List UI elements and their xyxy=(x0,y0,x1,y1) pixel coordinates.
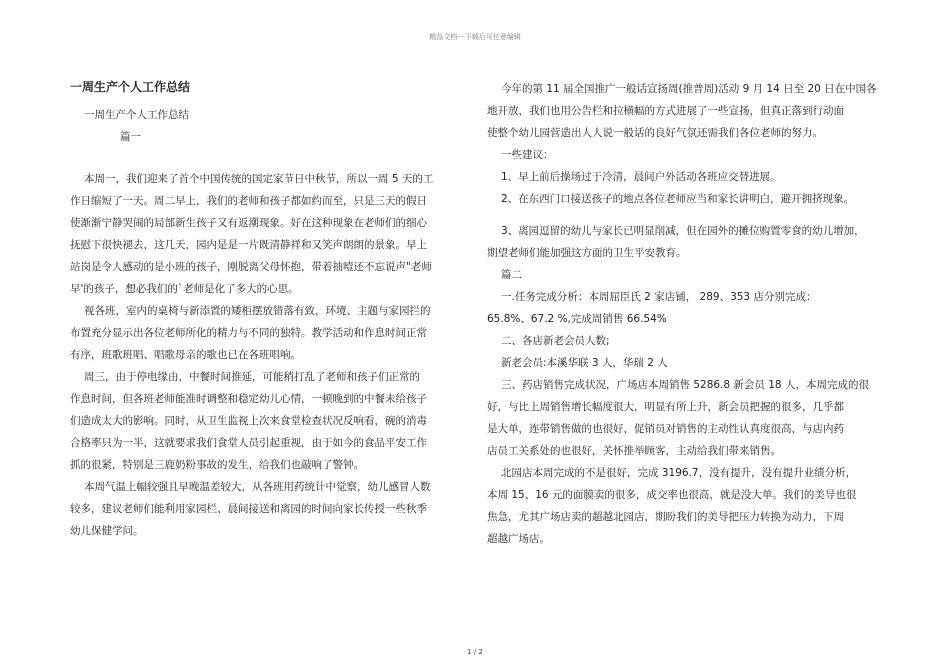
paragraph-line: 使渐渐宁静哭闹的局部新生孩子又有返潮现象。好在这种现象在老师们的细心 xyxy=(70,217,427,229)
paragraph-line: 站岗是令人感动的是小班的孩子，刚脱离父母怀抱，带着抽噎还不忘说声"老师 xyxy=(70,261,432,273)
paragraph-line: 今年的第 11 届全国推广一般话宣扬周(推普周)活动 9 月 14 日至 20 日在中国各 xyxy=(501,83,877,95)
paragraph-line: 超越广场店。 xyxy=(487,533,550,545)
paragraph-line: 作息时间，但各班老师能准时调整和稳定幼儿心情，一顿晚到的中餐未给孩子 xyxy=(70,393,427,405)
paragraph-line: 新老会员:本溪华联 3 人，华瑞 2 人 xyxy=(501,357,668,369)
paragraph-line: 作日缩短了一天。周二早上，我们的老师和孩子都如约而至，只是三天的假日 xyxy=(70,195,427,207)
paragraph-line: 本周一，我们迎来了首个中国传统的国定家节日中秋节，所以一周 5 天的工 xyxy=(84,173,434,185)
page-header: 精品文档---下载后可任意编辑 xyxy=(429,33,521,41)
paragraph-line: 合格率只为一半，这就要求我们食堂人员引起重视，由于如今的食品平安工作 xyxy=(70,437,427,449)
right-column xyxy=(487,78,882,550)
section-heading: 篇二 xyxy=(501,269,522,281)
paragraph-line: 抓的很紧，特别是三鹿奶粉事故的发生，给我们也敲响了警钟。 xyxy=(70,459,364,471)
paragraph-line: 地开放，我们也用公告栏和拉横幅的方式进展了一些宣扬，但真正落到行动面 xyxy=(487,105,844,117)
paragraph-line: 二、各店新老会员人数; xyxy=(501,335,610,347)
list-item: 1、早上前后操场过于冷清，晨间户外活动各班应交替进展。 xyxy=(501,171,781,183)
paragraph-line: 期望老师们能加强这方面的卫生平安教育。 xyxy=(487,247,687,259)
paragraph-line: 布置充分显示出各位老师所化的精力与不同的独特。教学活动和作息时间正常 xyxy=(70,327,427,339)
document-subtitle: 一周生产个人工作总结 xyxy=(84,109,189,121)
paragraph-line: 本周 15、16 元的面膜卖的很多，成交率也很高，就是没大单。我们的美导也很 xyxy=(487,489,857,501)
section-heading: 篇一 xyxy=(120,131,141,143)
paragraph-line: 使整个幼儿园营造出人人说一般话的良好气氛还需我们各位老师的努力。 xyxy=(487,127,823,139)
paragraph-line: 视各班，室内的桌椅与新添置的矮柜摆放错落有致，环境、主题与家园拦的 xyxy=(84,305,431,317)
paragraph-line: 较多，建议老师们能利用家园栏、晨间接送和离园的时间向家长传授一些秋季 xyxy=(70,503,427,515)
paragraph-line: 65.8%、67.2 %,完成周销售 66.54% xyxy=(487,313,667,325)
paragraph-line: 是大单，连带销售做的也很好，促销员对销售的主动性认真度很高，与店内药 xyxy=(487,423,844,435)
paragraph-line: 幼儿保健学问。 xyxy=(70,525,144,537)
paragraph-line: 店员工关系处的也很好，关怀推举顾客，主动给我们带来销售。 xyxy=(487,445,781,457)
page-number: 1 / 2 xyxy=(467,648,483,656)
paragraph-line: 三、药店销售完成状况，广场店本周销售 5286.8 新会员 18 人，本周完成的很 xyxy=(501,379,869,391)
paragraph-line: 好，与比上周销售增长幅度很大，明显有所上升，新会员把握的很多，几乎都 xyxy=(487,401,844,413)
paragraph-line: 一.任务完成分析：本周屈臣氏 2 家店铺， 289、353 店分别完成： xyxy=(501,291,817,303)
paragraph-line: 周三，由于停电缘由，中餐时间推延，可能稍打乱了老师和孩子们正常的 xyxy=(84,371,420,383)
list-item: 2、在东西门口接送孩子的地点各位老师应当和家长讲明白，避开拥挤现象。 xyxy=(501,193,855,205)
paragraph-line: 早'的孩子，想必我们的`老师是化了多大的心思。 xyxy=(70,283,299,295)
list-item: 3、离园逗留的幼儿与家长已明显削减，但在园外的摊位购置零食的幼儿增加， xyxy=(501,225,865,237)
paragraph-line: 抚慰下很快褪去，这几天，园内是是一片既清静祥和又笑声朗朗的景象。早上 xyxy=(70,239,427,251)
document-title: 一周生产个人工作总结 xyxy=(70,80,191,94)
paragraph-line: 一些建议： xyxy=(501,149,554,161)
paragraph-line: 本周气温上幅较强且早晚温差较大，从各班用药统计中觉察，幼儿感冒人数 xyxy=(84,481,431,493)
paragraph-line: 北园店本周完成的不是很好，完成 3196.7，没有提升，没有提升业绩分析， xyxy=(501,467,857,479)
left-column xyxy=(70,78,435,542)
paragraph-line: 有序，班歌班唱、唱歌母亲的歌也已在各班唱响。 xyxy=(70,349,301,361)
paragraph-line: 们造成太大的影响。同时，从卫生监视上次来食堂检查状况反响看，碗的消毒 xyxy=(70,415,427,427)
paragraph-line: 焦急，尤其广场店卖的超越北园店，期盼我们的美导把压力转换为动力，下周 xyxy=(487,511,844,523)
